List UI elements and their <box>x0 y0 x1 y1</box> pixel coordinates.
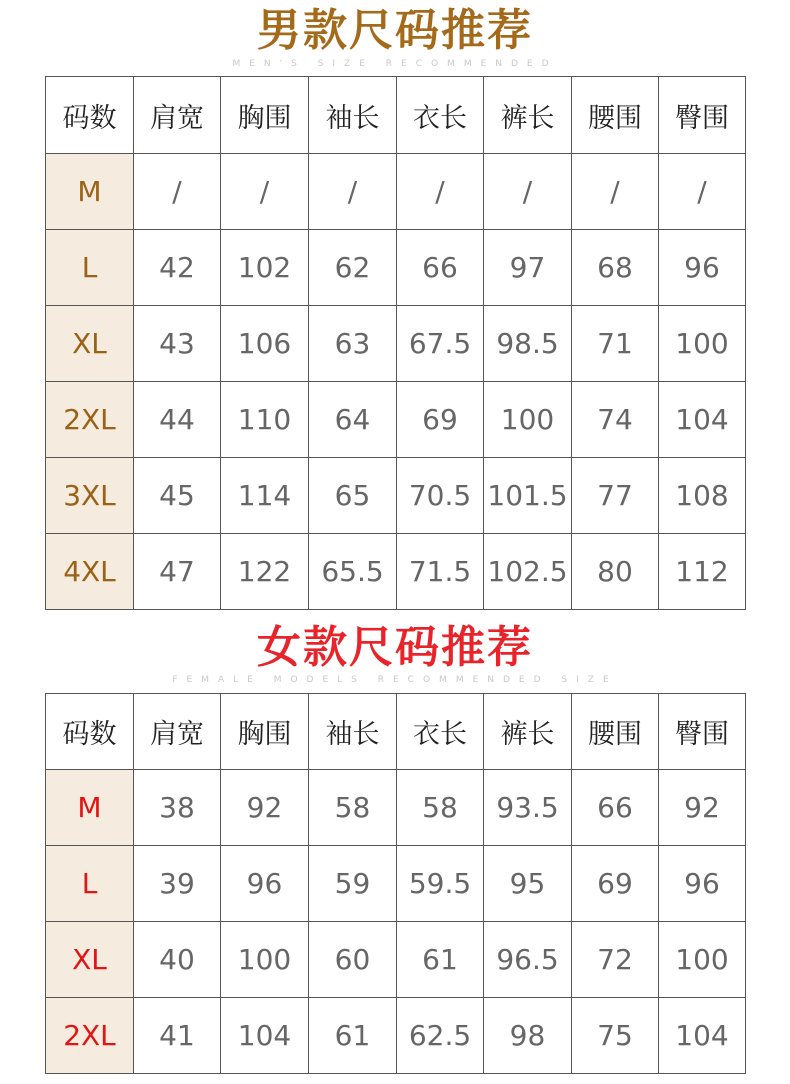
value-cell: 60 <box>309 922 397 998</box>
table-row <box>46 154 746 230</box>
value-cell: 64 <box>309 382 397 458</box>
column-header-pants-length: 裤长 <box>484 694 572 770</box>
column-header-chest: 胸围 <box>221 77 309 154</box>
size-cell: 2XL <box>46 998 134 1074</box>
value-cell: 42 <box>134 230 221 306</box>
value-cell: 69 <box>397 382 484 458</box>
value-cell: 45 <box>134 458 221 534</box>
men-header-row <box>46 77 746 154</box>
table-row <box>46 534 746 610</box>
value-cell: 100 <box>659 922 746 998</box>
value-cell: 74 <box>572 382 659 458</box>
value-cell: 62.5 <box>397 998 484 1074</box>
value-cell: 104 <box>221 998 309 1074</box>
men-section-subtitle: MEN'S SIZE RECOMMENDED <box>232 59 558 69</box>
value-cell: 65.5 <box>309 534 397 610</box>
value-cell: 72 <box>572 922 659 998</box>
value-cell: 101.5 <box>484 458 572 534</box>
value-cell: 122 <box>221 534 309 610</box>
women-size-table <box>45 693 746 1074</box>
column-header-top-length: 衣长 <box>397 694 484 770</box>
column-header-waist: 腰围 <box>572 77 659 154</box>
value-cell: 65 <box>309 458 397 534</box>
value-cell: / <box>134 154 221 230</box>
value-cell: 59 <box>309 846 397 922</box>
value-cell: 59.5 <box>397 846 484 922</box>
value-cell: 95 <box>484 846 572 922</box>
value-cell: 98.5 <box>484 306 572 382</box>
value-cell: 92 <box>221 770 309 846</box>
value-cell: 77 <box>572 458 659 534</box>
size-cell: L <box>46 230 134 306</box>
value-cell: 96 <box>221 846 309 922</box>
value-cell: 44 <box>134 382 221 458</box>
value-cell: 68 <box>572 230 659 306</box>
size-cell: 2XL <box>46 382 134 458</box>
size-cell: XL <box>46 922 134 998</box>
column-header-sleeve: 袖长 <box>309 77 397 154</box>
value-cell: 67.5 <box>397 306 484 382</box>
value-cell: 40 <box>134 922 221 998</box>
value-cell: 100 <box>659 306 746 382</box>
value-cell: / <box>484 154 572 230</box>
table-row <box>46 306 746 382</box>
value-cell: 69 <box>572 846 659 922</box>
value-cell: 102 <box>221 230 309 306</box>
value-cell: 114 <box>221 458 309 534</box>
women-section-title: 女款尺码推荐 <box>257 622 533 673</box>
value-cell: 70.5 <box>397 458 484 534</box>
table-row <box>46 846 746 922</box>
size-cell: XL <box>46 306 134 382</box>
value-cell: / <box>397 154 484 230</box>
value-cell: 97 <box>484 230 572 306</box>
value-cell: 47 <box>134 534 221 610</box>
column-header-shoulder: 肩宽 <box>134 694 221 770</box>
value-cell: / <box>659 154 746 230</box>
value-cell: 66 <box>572 770 659 846</box>
value-cell: 108 <box>659 458 746 534</box>
value-cell: 66 <box>397 230 484 306</box>
value-cell: 61 <box>309 998 397 1074</box>
column-header-shoulder: 肩宽 <box>134 77 221 154</box>
table-row <box>46 458 746 534</box>
table-row <box>46 230 746 306</box>
value-cell: 96 <box>659 230 746 306</box>
size-cell: 3XL <box>46 458 134 534</box>
value-cell: 39 <box>134 846 221 922</box>
value-cell: / <box>221 154 309 230</box>
value-cell: 96 <box>659 846 746 922</box>
size-cell: L <box>46 846 134 922</box>
column-header-top-length: 衣长 <box>397 77 484 154</box>
value-cell: 93.5 <box>484 770 572 846</box>
value-cell: 92 <box>659 770 746 846</box>
table-row <box>46 770 746 846</box>
men-size-table <box>45 76 746 610</box>
size-cell: 4XL <box>46 534 134 610</box>
value-cell: 38 <box>134 770 221 846</box>
column-header-hip: 臀围 <box>659 694 746 770</box>
table-row <box>46 922 746 998</box>
value-cell: 75 <box>572 998 659 1074</box>
size-cell: M <box>46 154 134 230</box>
value-cell: 100 <box>484 382 572 458</box>
column-header-size: 码数 <box>46 694 134 770</box>
value-cell: 63 <box>309 306 397 382</box>
women-section-subtitle: FEMALE MODELS RECOMMENDED SIZE <box>172 675 618 685</box>
column-header-waist: 腰围 <box>572 694 659 770</box>
size-cell: M <box>46 770 134 846</box>
women-header-row <box>46 694 746 770</box>
value-cell: 104 <box>659 382 746 458</box>
value-cell: 80 <box>572 534 659 610</box>
value-cell: 110 <box>221 382 309 458</box>
column-header-hip: 臀围 <box>659 77 746 154</box>
value-cell: 41 <box>134 998 221 1074</box>
value-cell: 100 <box>221 922 309 998</box>
column-header-pants-length: 裤长 <box>484 77 572 154</box>
table-row <box>46 382 746 458</box>
column-header-chest: 胸围 <box>221 694 309 770</box>
value-cell: 58 <box>397 770 484 846</box>
value-cell: 71.5 <box>397 534 484 610</box>
table-row <box>46 998 746 1074</box>
value-cell: 106 <box>221 306 309 382</box>
value-cell: 96.5 <box>484 922 572 998</box>
value-cell: 98 <box>484 998 572 1074</box>
value-cell: 43 <box>134 306 221 382</box>
column-header-size: 码数 <box>46 77 134 154</box>
value-cell: 61 <box>397 922 484 998</box>
value-cell: 71 <box>572 306 659 382</box>
value-cell: / <box>572 154 659 230</box>
value-cell: 112 <box>659 534 746 610</box>
value-cell: 102.5 <box>484 534 572 610</box>
men-section-title: 男款尺码推荐 <box>257 5 533 56</box>
value-cell: 104 <box>659 998 746 1074</box>
column-header-sleeve: 袖长 <box>309 694 397 770</box>
value-cell: / <box>309 154 397 230</box>
value-cell: 62 <box>309 230 397 306</box>
value-cell: 58 <box>309 770 397 846</box>
